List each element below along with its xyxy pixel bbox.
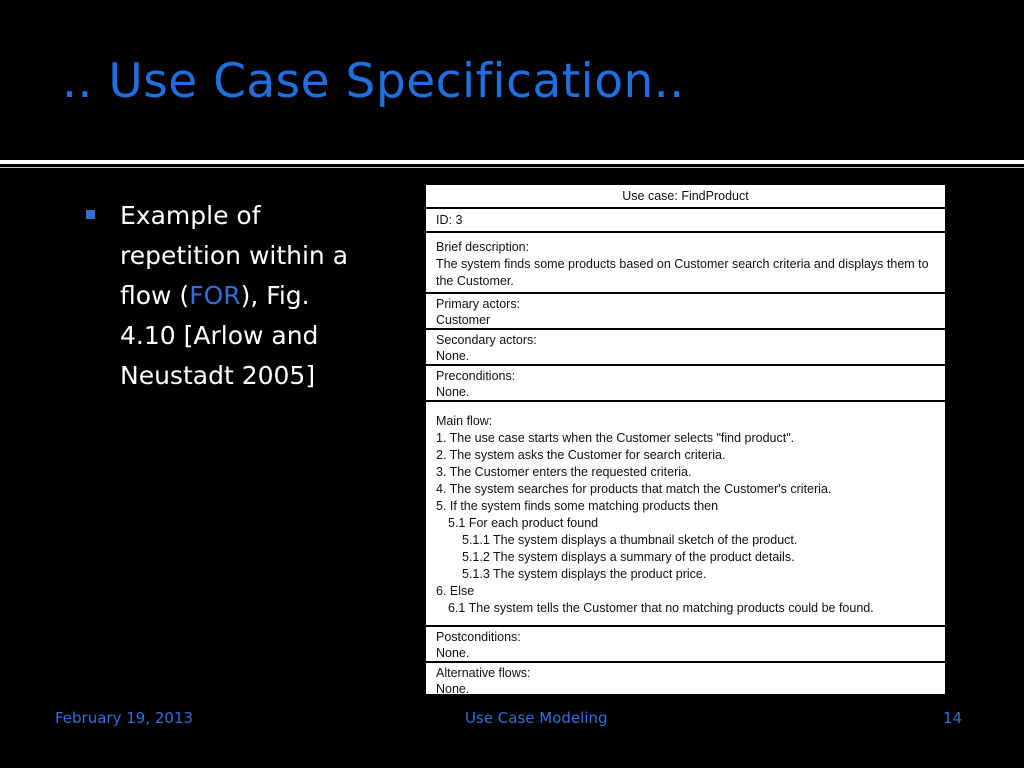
primary-value: Customer — [436, 313, 491, 327]
flow-step: 6. Else — [436, 584, 475, 598]
square-bullet-icon — [86, 210, 95, 219]
secondary-actors — [426, 330, 945, 366]
title-separator-thin — [0, 167, 1024, 168]
pre-label: Preconditions: — [436, 369, 516, 383]
primary-label: Primary actors: — [436, 297, 521, 311]
bullet-text-after: ), Fig. 4.10 [Arlow and Neustadt 2005] — [120, 281, 319, 390]
bullet-highlight-for: FOR — [189, 281, 241, 310]
secondary-label: Secondary actors: — [436, 333, 537, 347]
flow-step: 5. If the system finds some matching products then — [436, 499, 719, 513]
alternative-flows — [426, 663, 945, 697]
primary-actors — [426, 294, 945, 330]
use-case-table — [424, 183, 947, 696]
flow-step: 2. The system asks the Customer for search criteria. — [436, 448, 726, 462]
flow-step: 1. The use case starts when the Customer selects "find product". — [436, 431, 795, 445]
use-case-header: Use case: FindProduct — [426, 185, 945, 209]
flow-step: 6.1 The system tells the Customer that no matching products could be found. — [448, 601, 874, 615]
footer-date: February 19, 2013 — [55, 709, 194, 727]
flow-step: 5.1.2 The system displays a summary of the product details. — [462, 550, 795, 564]
footer-title: Use Case Modeling — [465, 709, 608, 727]
brief-description — [426, 233, 945, 294]
flow-step: 5.1.3 The system displays the product price. — [462, 567, 707, 581]
pre-value: None. — [436, 385, 470, 399]
slide-title: .. Use Case Specification.. — [62, 54, 685, 109]
preconditions — [426, 366, 945, 402]
bullet-text — [120, 196, 370, 396]
flow-step: 5.1 For each product found — [448, 516, 599, 530]
main-flow — [426, 402, 945, 627]
post-label: Postconditions: — [436, 630, 521, 644]
main-label: Main flow: — [436, 414, 493, 428]
brief-text: The system finds some products based on Customer search criteria and displays them to the Customer. — [436, 257, 929, 288]
bullet-text-before: Example of repetition within a flow ( — [120, 201, 349, 310]
title-separator — [0, 160, 1024, 164]
postconditions — [426, 627, 945, 663]
flow-step: 3. The Customer enters the requested criteria. — [436, 465, 692, 479]
secondary-value: None. — [436, 349, 470, 363]
title-bar — [0, 0, 1024, 160]
brief-label: Brief description: — [436, 240, 530, 254]
use-case-id: ID: 3 — [426, 209, 945, 233]
post-value: None. — [436, 646, 470, 660]
alt-value: None. — [436, 682, 470, 696]
flow-step: 5.1.1 The system displays a thumbnail sketch of the product. — [462, 533, 798, 547]
page-number: 14 — [943, 709, 963, 727]
flow-step: 4. The system searches for products that match the Customer's criteria. — [436, 482, 832, 496]
alt-label: Alternative flows: — [436, 666, 531, 680]
